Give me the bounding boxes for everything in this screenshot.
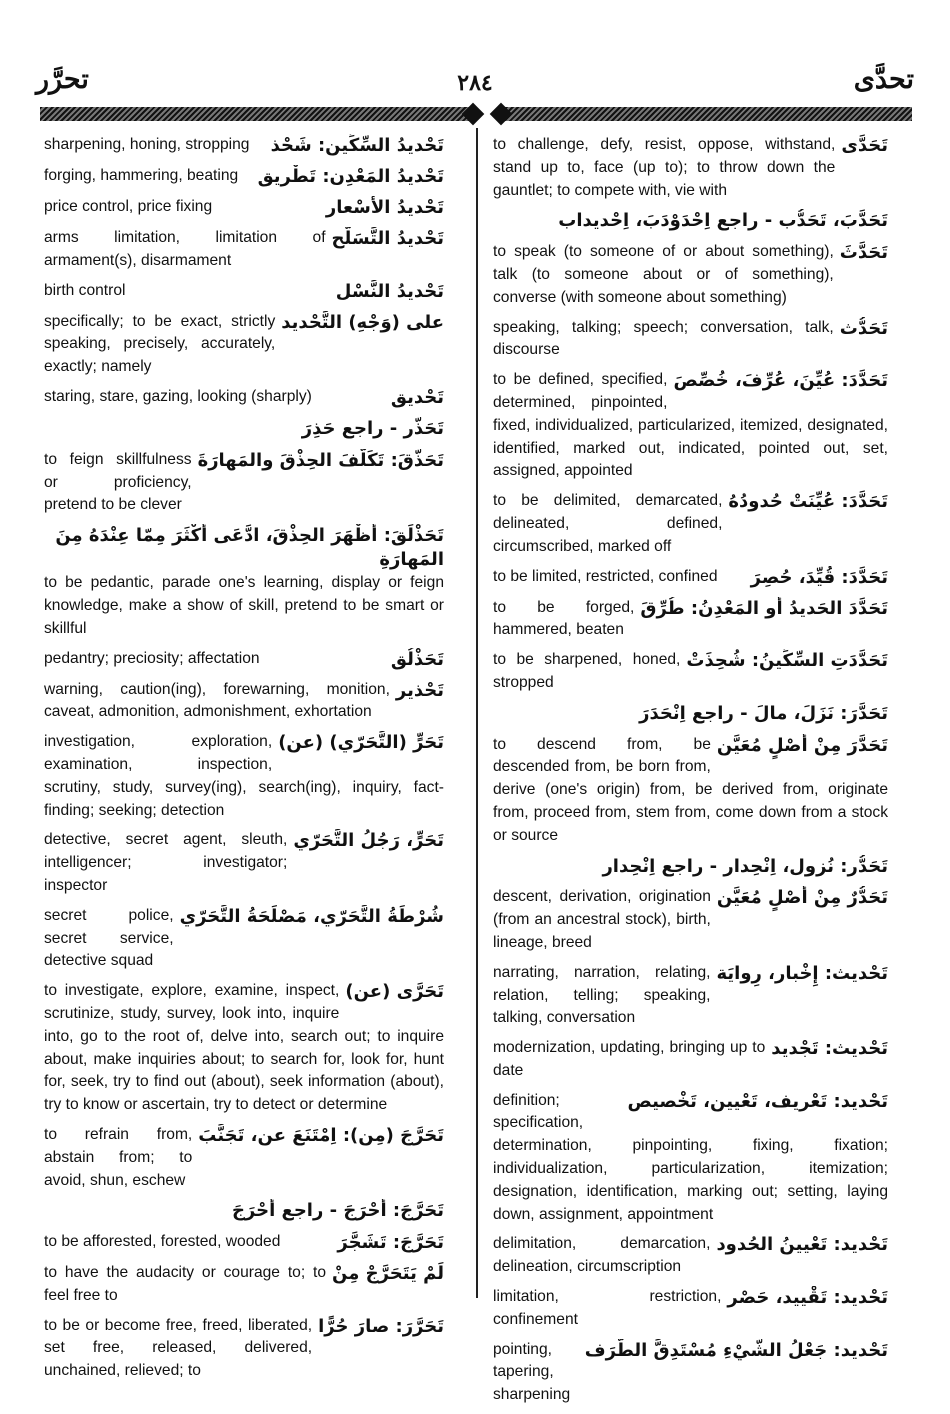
column-divider [476, 128, 478, 1298]
right-column [493, 134, 888, 1414]
english-definition: arms limitation, limitation of armament(s), disarmament [44, 229, 326, 269]
dictionary-entry [44, 449, 444, 517]
english-definition: to be pedantic, parade one's learning, display or feign knowledge, make a show of skill, pretend to be smart or skillful [44, 574, 444, 637]
arabic-headword: تَحَرَّرَ: صارَ حُرًّا [318, 1315, 444, 1337]
english-definition: to be afforested, forested, wooded [44, 1233, 281, 1251]
dictionary-entry [493, 317, 888, 363]
arabic-headword: تَحَذَّر - راجع حَذِرَ [301, 417, 444, 439]
dictionary-entry [493, 734, 888, 848]
arabic-headword: تَحَدَّرَ: نَزَلَ، مالَ - راجع اِنْحَدَرَ [639, 702, 888, 724]
right-guide-word: تحدَّى [853, 64, 914, 95]
dictionary-entry [493, 597, 888, 643]
english-definition: to be defined, specified, determined, pinpointed, fixed, individualized, particularized, itemized, designated, identified, marked out, indicated, pointed out, set, assigned, appointed [493, 371, 888, 480]
arabic-headword: تَحَرَّجَ (مِن): اِمْتَنَعَ عن، تَجَنَّبَ [198, 1124, 444, 1146]
arabic-headword: تَحَدَّبَ، تَحَدُّب - راجع اِحْدَوْدَبَ، اِحْديداب [558, 210, 888, 232]
english-definition: detective, secret agent, sleuth, intelligencer; investigator; inspector [44, 831, 288, 894]
arabic-headword: لَمْ يَتَحَرَّجْ مِنْ [332, 1263, 444, 1285]
arabic-headword: تَحَرٍّ (التَّحَرّي) (عن) [278, 732, 444, 754]
arabic-headword: تَحَدَّدَ: قُيِّدَ، حُصِرَ [750, 566, 888, 588]
arabic-headword: تَحْديث: إِخْبار، رِوايَة [716, 962, 888, 984]
english-definition: investigation, exploration, examination, inspection, scrutiny, study, survey(ing), search(ing), inquiry, fact-finding; seeking; detection [44, 733, 444, 819]
dictionary-entry [44, 280, 444, 304]
left-column [44, 134, 444, 1390]
english-definition: to feign skillfulness or proficiency, pretend to be clever [44, 450, 192, 514]
dictionary-entry [493, 1037, 888, 1083]
arabic-headword: تَحَدُّث [839, 317, 888, 339]
arabic-headword: تَحْديدُ الأَسْعار [325, 197, 444, 218]
arabic-headword: تَحَرَّجَ: أَحْرَجَ - راجع أَحْرَجَ [231, 1200, 444, 1222]
english-definition: warning, caution(ing), forewarning, monition, caveat, admonition, admonishment, exhortation [44, 680, 390, 721]
arabic-headword: تَحَدُّرٌ مِنْ أَصْلٍ مُعَيَّن [716, 887, 888, 909]
english-definition: to investigate, explore, examine, inspect, scrutinize, study, survey, look into, inquire into, go to the root of, delve into, search out; to inquire about, make inquiries about; to search for, look for, hunt for, seek, try to find out (about), seek information (about), try to know or ascertain, try to detect or determine [44, 982, 444, 1114]
dictionary-entry [493, 1233, 888, 1279]
arabic-headword: تَحَدَّدَ الحَديدُ أو المَعْدِنُ: طُرِّقَ [640, 597, 888, 619]
dictionary-entry [44, 227, 444, 273]
english-definition: to be forged, hammered, beaten [493, 598, 635, 639]
dictionary-entry [493, 1286, 888, 1332]
english-definition: speaking, talking; speech; conversation, talk, discourse [493, 318, 834, 359]
english-definition: birth control [44, 281, 126, 299]
dictionary-entry [44, 165, 444, 189]
arabic-headword: تَحْديدُ التَّسَلُّح [331, 228, 444, 249]
dictionary-entry [44, 679, 444, 725]
dictionary-entry [44, 386, 444, 410]
cross-reference-entry [493, 855, 888, 880]
dictionary-entry [44, 134, 444, 158]
english-definition: to descend from, be descended from, be born from, derive (one's origin) from, be derived from, originate from, proceed from, stem from, come down from a stock or source [493, 735, 888, 844]
dictionary-entry [44, 905, 444, 973]
dictionary-entry [44, 648, 444, 672]
dictionary-entry [493, 649, 888, 695]
english-definition: staring, stare, gazing, looking (sharply) [44, 387, 312, 405]
cross-reference-entry [493, 702, 888, 727]
arabic-headword: تَحْديق [390, 386, 444, 408]
cross-reference-entry [44, 417, 444, 442]
english-definition: delimitation, demarcation, delineation, circumscription [493, 1235, 711, 1276]
english-definition: narrating, narration, relating, relation, telling; speaking, talking, conversation [493, 963, 711, 1027]
arabic-headword: تَحَرَّجَ: تَشَجَّرَ [337, 1232, 444, 1254]
english-definition: to challenge, defy, resist, oppose, withstand, stand up to, face (up to); to throw down the gauntlet; to compete with, vie with [493, 136, 836, 199]
english-definition: definition; specification, determination, pinpointing, fixing, fixation; individualization, particularization, itemization; designation, identification, marking out; setting, laying down, assignment, appointment [493, 1091, 888, 1223]
english-definition: to speak (to someone of or about something), talk (to someone about or of something), converse (with someone about something) [493, 243, 834, 306]
english-definition: pedantry; preciosity; affectation [44, 649, 260, 667]
arabic-headword: تَحَذْلُق [390, 648, 444, 670]
arabic-headword: شُرْطَةُ التَّحَرّي، مَصْلَحَةُ التَّحَرّي [179, 905, 444, 927]
english-definition: descent, derivation, origination (from an ancestral stock), birth, lineage, breed [493, 888, 711, 951]
english-definition: to be sharpened, honed, stropped [493, 651, 681, 691]
arabic-headword: تَحْديد: تَقْييد، حَصْر [727, 1287, 888, 1309]
arabic-headword: تَحَدَّدَ: عُيِّنَ، عُرِّفَ، خُصِّصَ [673, 370, 888, 392]
header-rule-right [500, 107, 912, 121]
arabic-headword: تَحَدَّدَ: عُيِّنَتْ حُدودُهُ [728, 491, 888, 513]
arabic-headword: تَحْديد: تَعْيينُ الحُدود [716, 1234, 888, 1256]
arabic-headword: تَحْديدُ النَّسْل [335, 280, 444, 302]
arabic-headword: تَحَدَّرَ مِنْ أَصْلٍ مُعَيَّن [716, 734, 888, 756]
arabic-headword: تَحَرَّى (عن) [345, 981, 444, 1003]
dictionary-entry [44, 1124, 444, 1192]
english-definition: modernization, updating, bringing up to date [493, 1039, 766, 1079]
page-number: ٢٨٤ [457, 70, 493, 96]
dictionary-entry [493, 566, 888, 590]
dictionary-entry [493, 962, 888, 1030]
dictionary-entry [44, 1231, 444, 1255]
dictionary-entry [44, 829, 444, 897]
arabic-headword: تَحْديدُ السِّكِّين: شَحْذ [270, 135, 444, 156]
english-definition: specifically; to be exact, strictly speaking, precisely, accurately, exactly; namely [44, 312, 276, 376]
dictionary-entry [44, 731, 444, 822]
left-guide-word: تحرَّر [36, 64, 89, 95]
english-definition: sharpening, honing, stropping [44, 136, 250, 153]
dictionary-entry [493, 490, 888, 558]
dictionary-entry [493, 241, 888, 309]
dictionary-entry [44, 1262, 444, 1308]
arabic-headword: تَحْديد: تَعْريف، تَعْيين، تَخْصيص [627, 1090, 888, 1112]
arabic-headword: تَحَدَّى [841, 135, 888, 156]
english-definition: price control, price fixing [44, 198, 213, 215]
header-rule-left [40, 107, 472, 121]
arabic-headword: تَحَذَّقَ: تَكَلَّفَ الحِذْقَ والمَهارَةَ [197, 449, 444, 471]
dictionary-entry [44, 980, 444, 1117]
arabic-headword: تَحْديد: جَعْلُ الشَّيْءِ مُسْتَدِقَّ الطَّرَف [584, 1339, 888, 1361]
dictionary-entry [493, 369, 888, 483]
arabic-headword: تَحْديدُ المَعْدِن: تَطْريق [257, 166, 444, 187]
english-definition: to refrain from, abstain from; to avoid, shun, eschew [44, 1125, 193, 1189]
arabic-headword: تَحْذير [395, 679, 444, 701]
arabic-headword: تَحَدَّثَ [839, 242, 888, 264]
english-definition: to be or become free, freed, liberated, set free, released, delivered, unchained, relieved; to [44, 1316, 313, 1380]
arabic-headword: تَحَرٍّ، رَجُلُ التَّحَرّي [293, 830, 444, 852]
arabic-headword: تَحَدَّدَتِ السِّكِّينُ: شُحِذَتْ [686, 650, 888, 672]
arabic-headword: تَحَذْلَقَ: أَظْهَرَ الحِذْقَ، ادَّعَى أَكْثَرَ مِمّا عِنْدَهُ مِنَ المَهارَةِ [55, 525, 444, 571]
english-definition: limitation, restriction, confinement [493, 1288, 722, 1328]
dictionary-entry [44, 1315, 444, 1383]
english-definition: to be limited, restricted, confined [493, 567, 718, 585]
english-definition: pointing, tapering, sharpening [493, 1340, 571, 1404]
dictionary-entry [493, 1090, 888, 1227]
page-header [0, 60, 950, 100]
english-definition: to have the audacity or courage to; to feel free to [44, 1264, 326, 1304]
dictionary-entry [493, 134, 888, 202]
dictionary-entry [493, 886, 888, 954]
cross-reference-entry [493, 209, 888, 234]
dictionary-entry [44, 524, 444, 640]
english-definition: secret police, secret service, detective squad [44, 906, 174, 970]
dictionary-entry [44, 311, 444, 379]
dictionary-entry [493, 1339, 888, 1407]
arabic-headword: تَحْديث: تَجْديد [771, 1038, 888, 1060]
english-definition: to be delimited, demarcated, delineated, defined, circumscribed, marked off [493, 492, 723, 555]
arabic-headword: على (وَجْهِ) التَّحْديد [281, 311, 444, 333]
dictionary-entry [44, 196, 444, 220]
cross-reference-entry [44, 1199, 444, 1224]
english-definition: forging, hammering, beating [44, 167, 239, 184]
arabic-headword: تَحَدُّر: نُزول، اِنْحِدار - راجع اِنْحِدار [602, 855, 888, 877]
